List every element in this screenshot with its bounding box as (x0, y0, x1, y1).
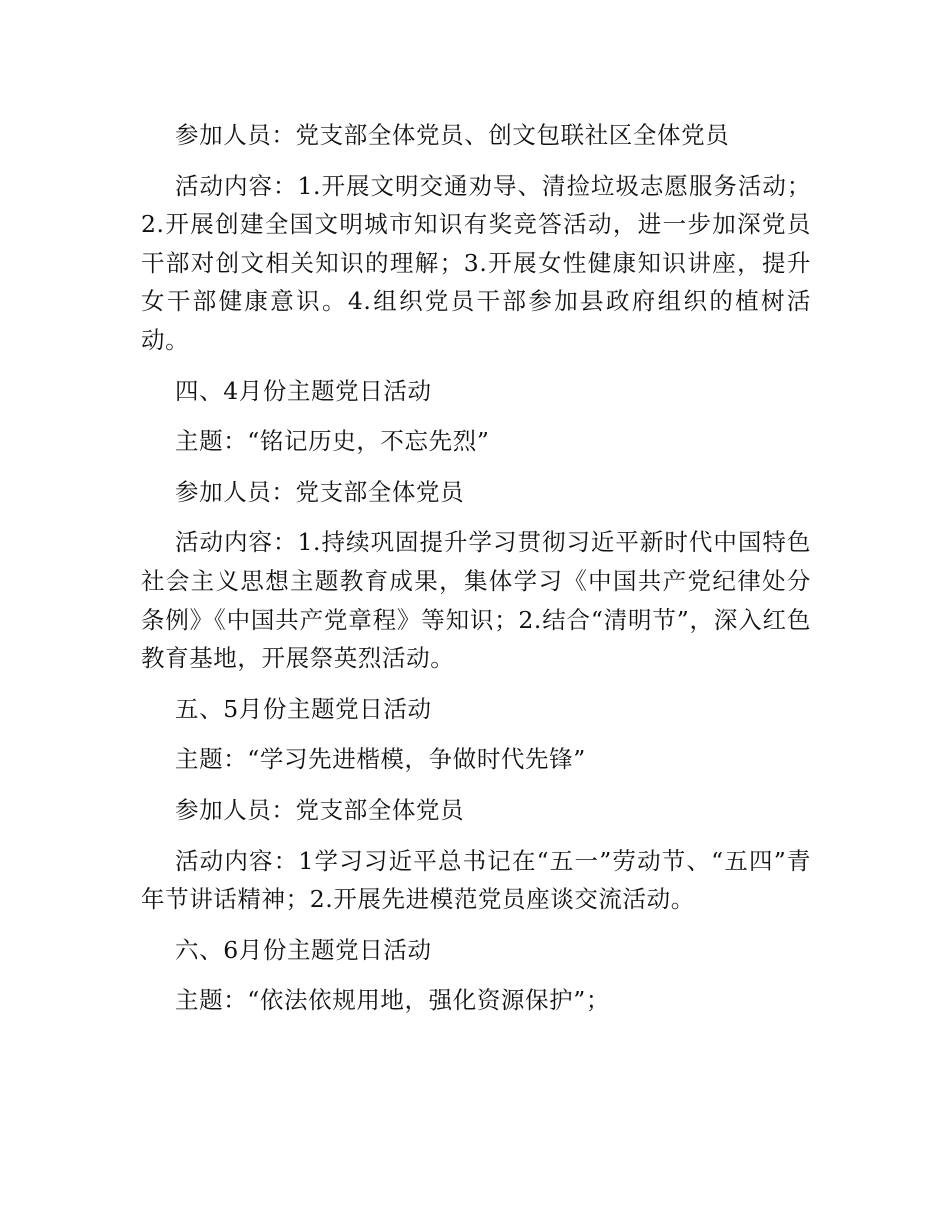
theme-paragraph: 主题：“依法依规用地，强化资源保护”； (175, 986, 610, 1015)
theme-paragraph: 主题：“铭记历史，不忘先烈” (175, 427, 490, 456)
activity-content-paragraph: 活动内容：1.开展文明交通劝导、清捡垃圾志愿服务活动；2.开展创建全国文明城市知识有奖竞答活动，进一步加深党员干部对创文相关知识的理解；3.开展女性健康知识讲座，提升女干部健康意识。4.组织党员干部参加县政府组织的植树活动。 (141, 171, 811, 354)
theme-paragraph: 主题：“学习先进楷模，争做时代先锋” (175, 745, 586, 774)
participants-paragraph: 参加人员：党支部全体党员 (175, 795, 465, 824)
section-heading-april: 四、4月份主题党日活动 (175, 376, 432, 405)
activity-content-paragraph: 活动内容：1.持续巩固提升学习贯彻习近平新时代中国特色社会主义思想主题教育成果，集体学习《中国共产党纪律处分条例》《中国共产党章程》等知识；2.结合“清明节”，深入红色教育基地，开展祭英烈活动。 (141, 528, 811, 673)
document-body (141, 116, 811, 1032)
participants-paragraph: 参加人员：党支部全体党员 (175, 477, 465, 506)
section-heading-june: 六、6月份主题党日活动 (175, 935, 432, 964)
activity-content-paragraph: 活动内容：1学习习近平总书记在“五一”劳动节、“五四”青年节讲话精神；2.开展先进模范党员座谈交流活动。 (141, 846, 811, 914)
section-heading-may: 五、5月份主题党日活动 (175, 694, 432, 723)
participants-paragraph: 参加人员：党支部全体党员、创文包联社区全体党员 (175, 121, 730, 149)
